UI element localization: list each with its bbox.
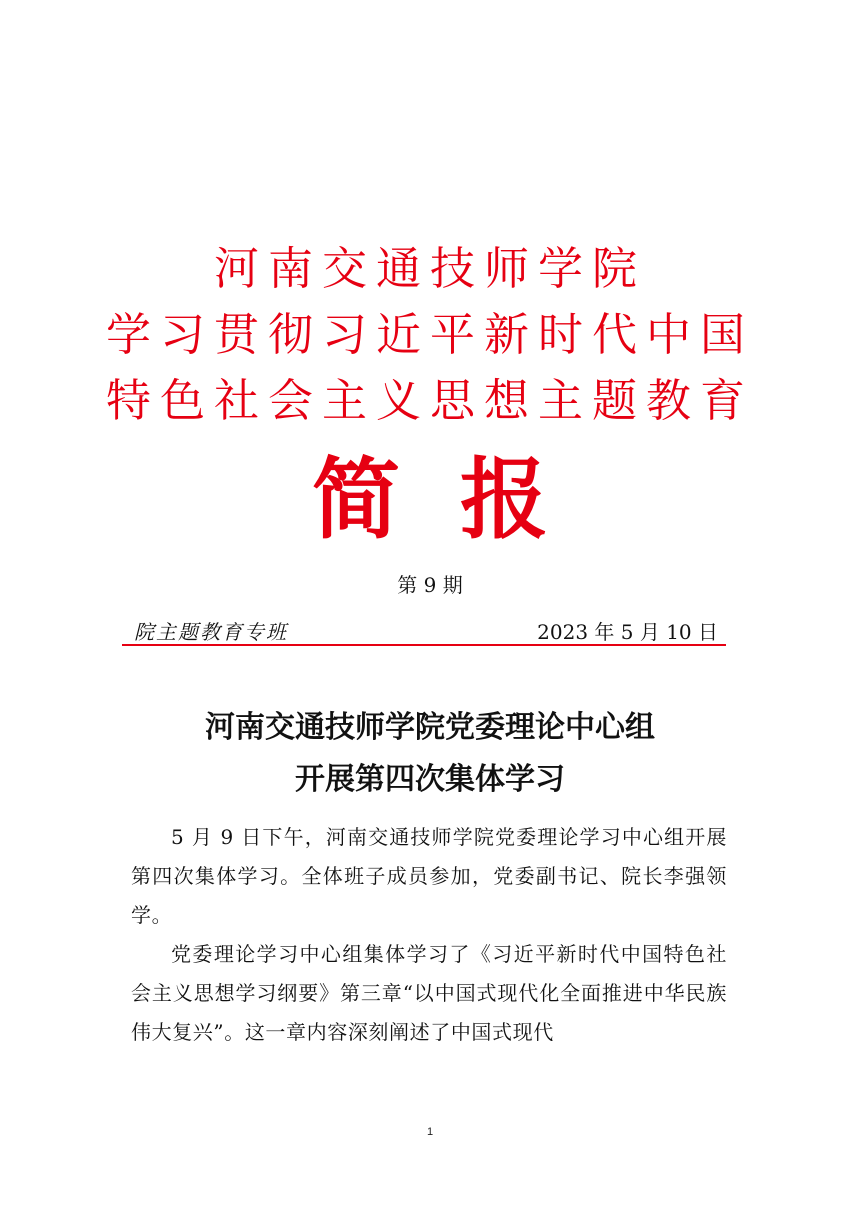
- document-header: [0, 236, 860, 434]
- article-title-line-1: 河南交通技师学院党委理论中心组: [205, 710, 655, 745]
- issuer-label: 院主题教育专班: [134, 620, 288, 644]
- brief-title: [0, 444, 860, 554]
- article-title-line-2: 开展第四次集体学习: [295, 762, 565, 797]
- header-line-theme-1: 学习贯彻习近平新时代中国: [105, 308, 754, 361]
- brief-title-char-1: 简: [311, 447, 400, 551]
- issue-date: 2023 年 5 月 10 日: [537, 620, 718, 644]
- article-body: [131, 818, 727, 1052]
- red-divider-line: [122, 644, 726, 646]
- header-line-institution: 河南交通技师学院: [213, 242, 646, 295]
- paragraph-2: 党委理论学习中心组集体学习了《习近平新时代中国特色社会主义思想学习纲要》第三章“以中国式现代化全面推进中华民族伟大复兴”。这一章内容深刻阐述了中国式现代: [131, 942, 727, 1044]
- header-line-theme-2: 特色社会主义思想主题教育: [105, 374, 754, 427]
- issue-number: 第 9 期: [397, 573, 463, 597]
- article-title: [0, 702, 860, 806]
- brief-title-char-2: 报: [460, 447, 549, 551]
- page-number: 1: [426, 1126, 434, 1138]
- paragraph-1: 5 月 9 日下午，河南交通技师学院党委理论学习中心组开展第四次集体学习。全体班子成员参加，党委副书记、院长李强领学。: [131, 825, 727, 927]
- meta-row: [128, 617, 724, 647]
